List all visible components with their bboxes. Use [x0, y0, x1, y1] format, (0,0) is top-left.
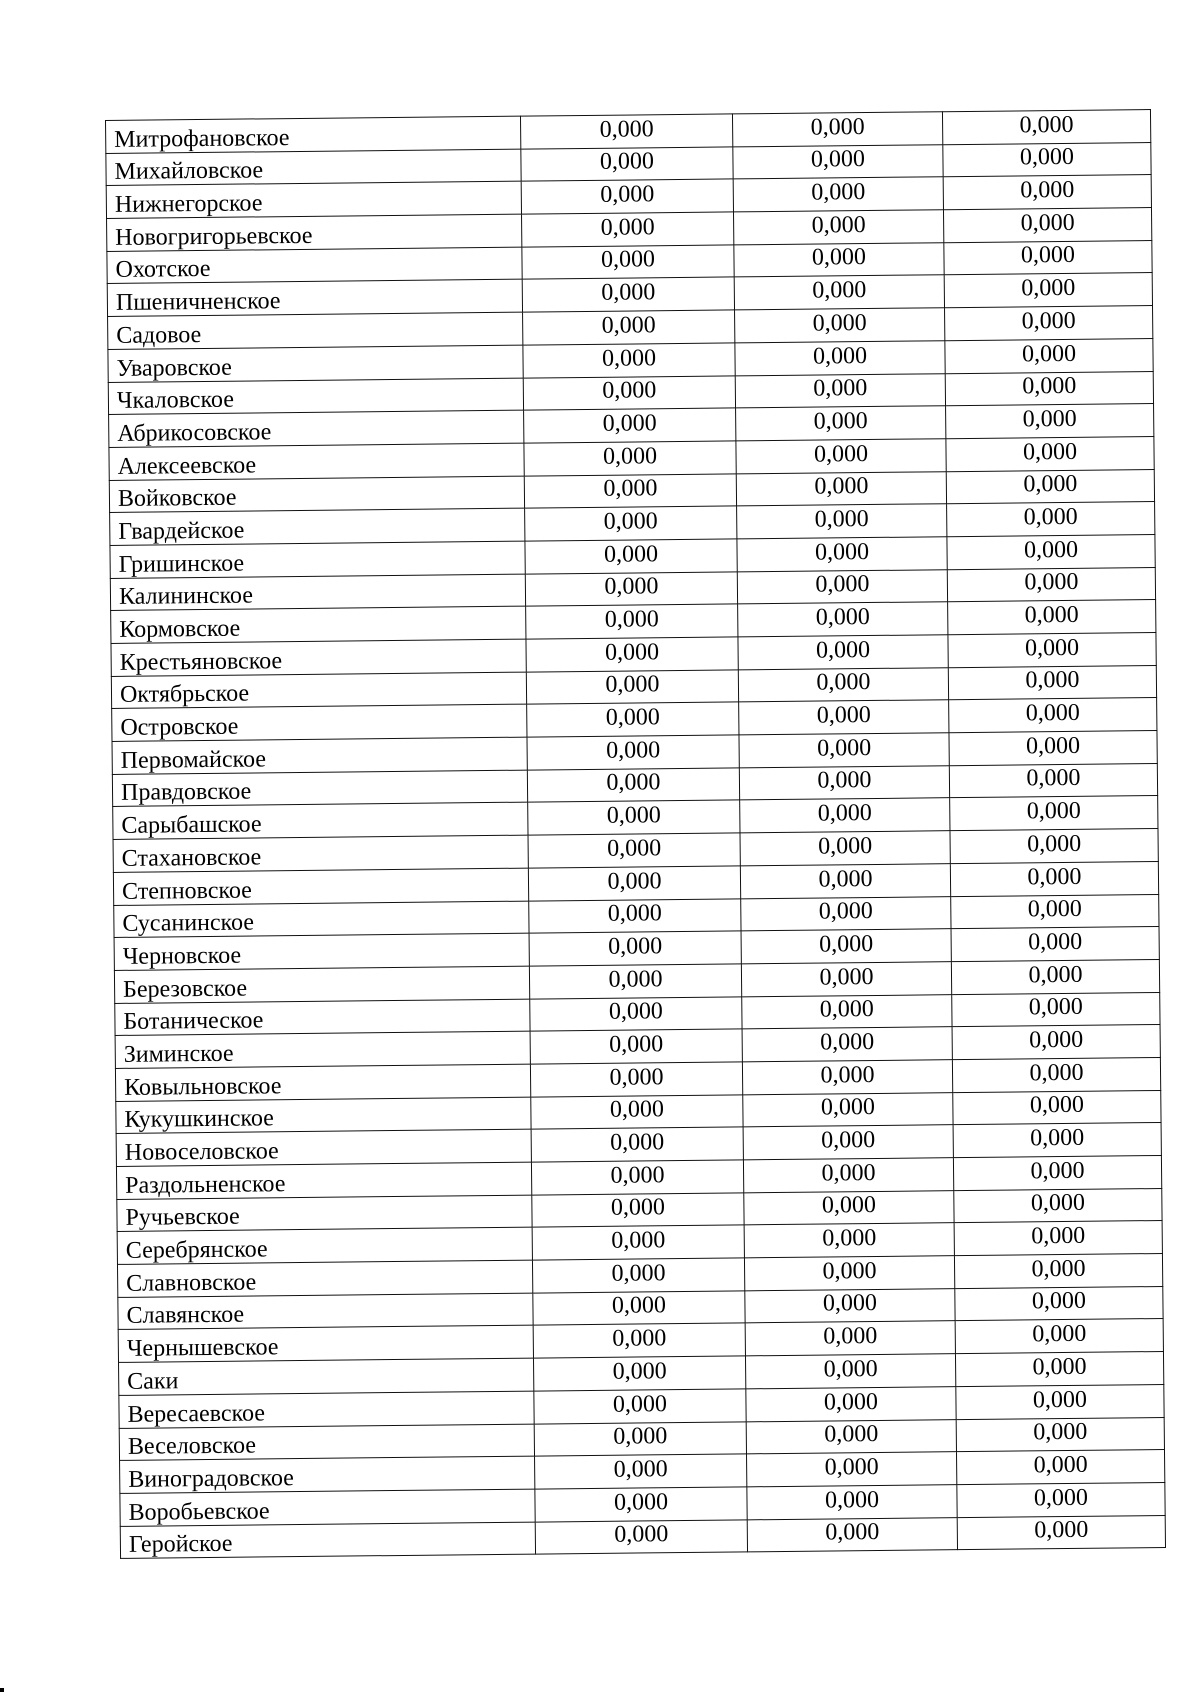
value-cell-2: 0,000 [739, 733, 949, 768]
value-cell-1: 0,000 [529, 931, 741, 966]
value-cell-2: 0,000 [734, 275, 944, 310]
value-cell-1: 0,000 [525, 539, 737, 574]
settlement-name-cell: Войковское [109, 476, 524, 513]
value-cell-2: 0,000 [736, 439, 946, 474]
value-cell-3: 0,000 [957, 1515, 1165, 1550]
value-cell-1: 0,000 [535, 1454, 747, 1489]
value-cell-2: 0,000 [741, 962, 951, 997]
value-cell-3: 0,000 [947, 567, 1155, 602]
value-cell-2: 0,000 [737, 569, 947, 604]
value-cell-2: 0,000 [733, 177, 943, 212]
value-cell-1: 0,000 [530, 996, 742, 1031]
value-cell-2: 0,000 [747, 1452, 957, 1487]
value-cell-1: 0,000 [521, 147, 733, 182]
settlement-name-cell: Кормовское [111, 606, 526, 643]
value-cell-3: 0,000 [944, 240, 1152, 275]
value-cell-2: 0,000 [738, 635, 948, 670]
value-cell-1: 0,000 [524, 441, 736, 476]
value-cell-3: 0,000 [949, 698, 1157, 733]
value-cell-2: 0,000 [738, 602, 948, 637]
value-cell-1: 0,000 [529, 898, 741, 933]
value-cell-1: 0,000 [522, 277, 734, 312]
value-cell-3: 0,000 [948, 633, 1156, 668]
value-cell-1: 0,000 [531, 1127, 743, 1162]
settlement-name-cell: Митрофановское [106, 116, 521, 153]
value-cell-1: 0,000 [534, 1421, 746, 1456]
value-cell-1: 0,000 [532, 1225, 744, 1260]
scan-artifact-dot [0, 1688, 4, 1692]
settlement-name-cell: Ручьевское [117, 1195, 532, 1232]
value-cell-2: 0,000 [740, 798, 950, 833]
value-cell-1: 0,000 [524, 473, 736, 508]
settlement-name-cell: Калининское [110, 574, 525, 611]
value-cell-3: 0,000 [951, 959, 1159, 994]
value-cell-1: 0,000 [526, 604, 738, 639]
settlement-name-cell: Ботаническое [115, 999, 530, 1036]
value-cell-2: 0,000 [735, 308, 945, 343]
value-cell-3: 0,000 [943, 142, 1151, 177]
value-cell-2: 0,000 [741, 929, 951, 964]
value-cell-3: 0,000 [954, 1188, 1162, 1223]
settlement-name-cell: Раздольненское [116, 1162, 531, 1199]
value-cell-3: 0,000 [957, 1482, 1165, 1517]
settlement-name-cell: Алексеевское [109, 443, 524, 480]
value-cell-1: 0,000 [525, 572, 737, 607]
value-cell-1: 0,000 [533, 1323, 745, 1358]
value-cell-2: 0,000 [733, 144, 943, 179]
value-cell-3: 0,000 [948, 665, 1156, 700]
value-cell-2: 0,000 [733, 210, 943, 245]
value-cell-3: 0,000 [953, 1155, 1161, 1190]
value-cell-1: 0,000 [533, 1291, 745, 1326]
value-cell-1: 0,000 [522, 212, 734, 247]
settlement-name-cell: Вересаевское [119, 1391, 534, 1428]
value-cell-2: 0,000 [745, 1288, 955, 1323]
value-cell-2: 0,000 [735, 373, 945, 408]
value-cell-3: 0,000 [956, 1384, 1164, 1419]
value-cell-2: 0,000 [735, 341, 945, 376]
value-cell-3: 0,000 [955, 1319, 1163, 1354]
value-cell-3: 0,000 [945, 338, 1153, 373]
value-cell-2: 0,000 [747, 1485, 957, 1520]
value-cell-2: 0,000 [737, 504, 947, 539]
value-cell-3: 0,000 [955, 1286, 1163, 1321]
value-cell-3: 0,000 [955, 1352, 1163, 1387]
settlements-table [105, 109, 1166, 1559]
value-cell-2: 0,000 [740, 831, 950, 866]
value-cell-2: 0,000 [743, 1092, 953, 1127]
value-cell-2: 0,000 [746, 1419, 956, 1454]
table-body [106, 110, 1166, 1559]
value-cell-1: 0,000 [533, 1356, 745, 1391]
settlement-name-cell: Островское [112, 704, 527, 741]
value-cell-3: 0,000 [948, 600, 1156, 635]
value-cell-1: 0,000 [535, 1487, 747, 1522]
value-cell-1: 0,000 [531, 1095, 743, 1130]
settlement-name-cell: Славянское [118, 1293, 533, 1330]
value-cell-2: 0,000 [742, 1060, 952, 1095]
value-cell-3: 0,000 [943, 175, 1151, 210]
value-cell-1: 0,000 [524, 408, 736, 443]
value-cell-1: 0,000 [529, 964, 741, 999]
value-cell-2: 0,000 [746, 1386, 956, 1421]
value-cell-1: 0,000 [532, 1193, 744, 1228]
value-cell-3: 0,000 [952, 992, 1160, 1027]
settlement-name-cell: Чкаловское [108, 378, 523, 415]
settlement-name-cell: Садовое [108, 312, 523, 349]
value-cell-2: 0,000 [738, 667, 948, 702]
settlement-name-cell: Березовское [114, 966, 529, 1003]
value-cell-1: 0,000 [525, 506, 737, 541]
value-cell-1: 0,000 [530, 1029, 742, 1064]
value-cell-2: 0,000 [742, 1027, 952, 1062]
settlement-name-cell: Виноградовское [120, 1456, 535, 1493]
value-cell-2: 0,000 [740, 864, 950, 899]
value-cell-2: 0,000 [743, 1125, 953, 1160]
value-cell-3: 0,000 [942, 110, 1150, 145]
value-cell-3: 0,000 [950, 861, 1158, 896]
value-cell-3: 0,000 [952, 1057, 1160, 1092]
value-cell-2: 0,000 [744, 1223, 954, 1258]
value-cell-2: 0,000 [732, 112, 942, 147]
value-cell-2: 0,000 [742, 994, 952, 1029]
value-cell-3: 0,000 [953, 1090, 1161, 1125]
settlement-name-cell: Михайловское [106, 149, 521, 186]
value-cell-2: 0,000 [736, 471, 946, 506]
value-cell-2: 0,000 [745, 1321, 955, 1356]
value-cell-2: 0,000 [747, 1517, 957, 1552]
value-cell-3: 0,000 [946, 404, 1154, 439]
settlement-name-cell: Кукушкинское [116, 1097, 531, 1134]
settlement-name-cell: Пшеничненское [107, 280, 522, 317]
value-cell-1: 0,000 [531, 1160, 743, 1195]
settlement-name-cell: Саки [119, 1358, 534, 1395]
value-cell-1: 0,000 [527, 768, 739, 803]
settlement-name-cell: Первомайское [112, 737, 527, 774]
value-cell-2: 0,000 [739, 700, 949, 735]
value-cell-1: 0,000 [520, 114, 732, 149]
value-cell-3: 0,000 [950, 829, 1158, 864]
value-cell-1: 0,000 [528, 866, 740, 901]
value-cell-1: 0,000 [523, 310, 735, 345]
value-cell-3: 0,000 [944, 273, 1152, 308]
settlement-name-cell: Октябрьское [111, 672, 526, 709]
value-cell-3: 0,000 [950, 796, 1158, 831]
value-cell-3: 0,000 [945, 371, 1153, 406]
value-cell-1: 0,000 [530, 1062, 742, 1097]
value-cell-2: 0,000 [736, 406, 946, 441]
value-cell-1: 0,000 [528, 800, 740, 835]
value-cell-1: 0,000 [521, 179, 733, 214]
value-cell-2: 0,000 [739, 765, 949, 800]
value-cell-2: 0,000 [743, 1158, 953, 1193]
value-cell-3: 0,000 [946, 469, 1154, 504]
value-cell-1: 0,000 [527, 702, 739, 737]
value-cell-3: 0,000 [947, 502, 1155, 537]
settlement-name-cell: Веселовское [119, 1424, 534, 1461]
value-cell-2: 0,000 [741, 896, 951, 931]
value-cell-3: 0,000 [954, 1254, 1162, 1289]
value-cell-1: 0,000 [527, 735, 739, 770]
settlement-name-cell: Геройское [120, 1522, 535, 1559]
value-cell-1: 0,000 [532, 1258, 744, 1293]
value-cell-2: 0,000 [744, 1190, 954, 1225]
value-cell-3: 0,000 [949, 763, 1157, 798]
value-cell-1: 0,000 [526, 670, 738, 705]
settlement-name-cell: Уваровское [108, 345, 523, 382]
value-cell-1: 0,000 [526, 637, 738, 672]
settlement-name-cell: Крестьяновское [111, 639, 526, 676]
value-cell-2: 0,000 [734, 242, 944, 277]
value-cell-2: 0,000 [744, 1256, 954, 1291]
value-cell-1: 0,000 [523, 343, 735, 378]
settlement-name-cell: Абрикосовское [109, 410, 524, 447]
settlement-name-cell: Зиминское [115, 1031, 530, 1068]
value-cell-3: 0,000 [951, 894, 1159, 929]
value-cell-3: 0,000 [953, 1123, 1161, 1158]
settlement-name-cell: Ковыльновское [115, 1064, 530, 1101]
value-cell-2: 0,000 [737, 537, 947, 572]
value-cell-1: 0,000 [522, 245, 734, 280]
value-cell-3: 0,000 [956, 1417, 1164, 1452]
settlement-name-cell: Нижнегорское [106, 182, 521, 219]
settlement-name-cell: Сарыбашское [113, 803, 528, 840]
value-cell-3: 0,000 [945, 306, 1153, 341]
settlement-name-cell: Правдовское [112, 770, 527, 807]
settlement-name-cell: Воробьевское [120, 1489, 535, 1526]
value-cell-3: 0,000 [954, 1221, 1162, 1256]
settlement-name-cell: Гришинское [110, 541, 525, 578]
settlement-name-cell: Гвардейское [110, 508, 525, 545]
value-cell-1: 0,000 [534, 1389, 746, 1424]
value-cell-3: 0,000 [947, 534, 1155, 569]
settlement-name-cell: Степновское [113, 868, 528, 905]
settlement-name-cell: Сусанинское [114, 901, 529, 938]
value-cell-1: 0,000 [528, 833, 740, 868]
scanned-page [105, 109, 1165, 1559]
value-cell-1: 0,000 [535, 1519, 747, 1554]
value-cell-3: 0,000 [956, 1450, 1164, 1485]
settlement-name-cell: Чернышевское [118, 1326, 533, 1363]
settlement-name-cell: Славновское [117, 1260, 532, 1297]
value-cell-3: 0,000 [951, 927, 1159, 962]
settlement-name-cell: Стахановское [113, 835, 528, 872]
value-cell-1: 0,000 [523, 375, 735, 410]
settlement-name-cell: Охотское [107, 247, 522, 284]
value-cell-3: 0,000 [952, 1025, 1160, 1060]
value-cell-3: 0,000 [943, 208, 1151, 243]
settlement-name-cell: Черновское [114, 933, 529, 970]
value-cell-3: 0,000 [949, 731, 1157, 766]
settlement-name-cell: Новоселовское [116, 1129, 531, 1166]
value-cell-2: 0,000 [745, 1354, 955, 1389]
settlement-name-cell: Новогригорьевское [107, 214, 522, 251]
settlement-name-cell: Серебрянское [117, 1227, 532, 1264]
value-cell-3: 0,000 [946, 436, 1154, 471]
